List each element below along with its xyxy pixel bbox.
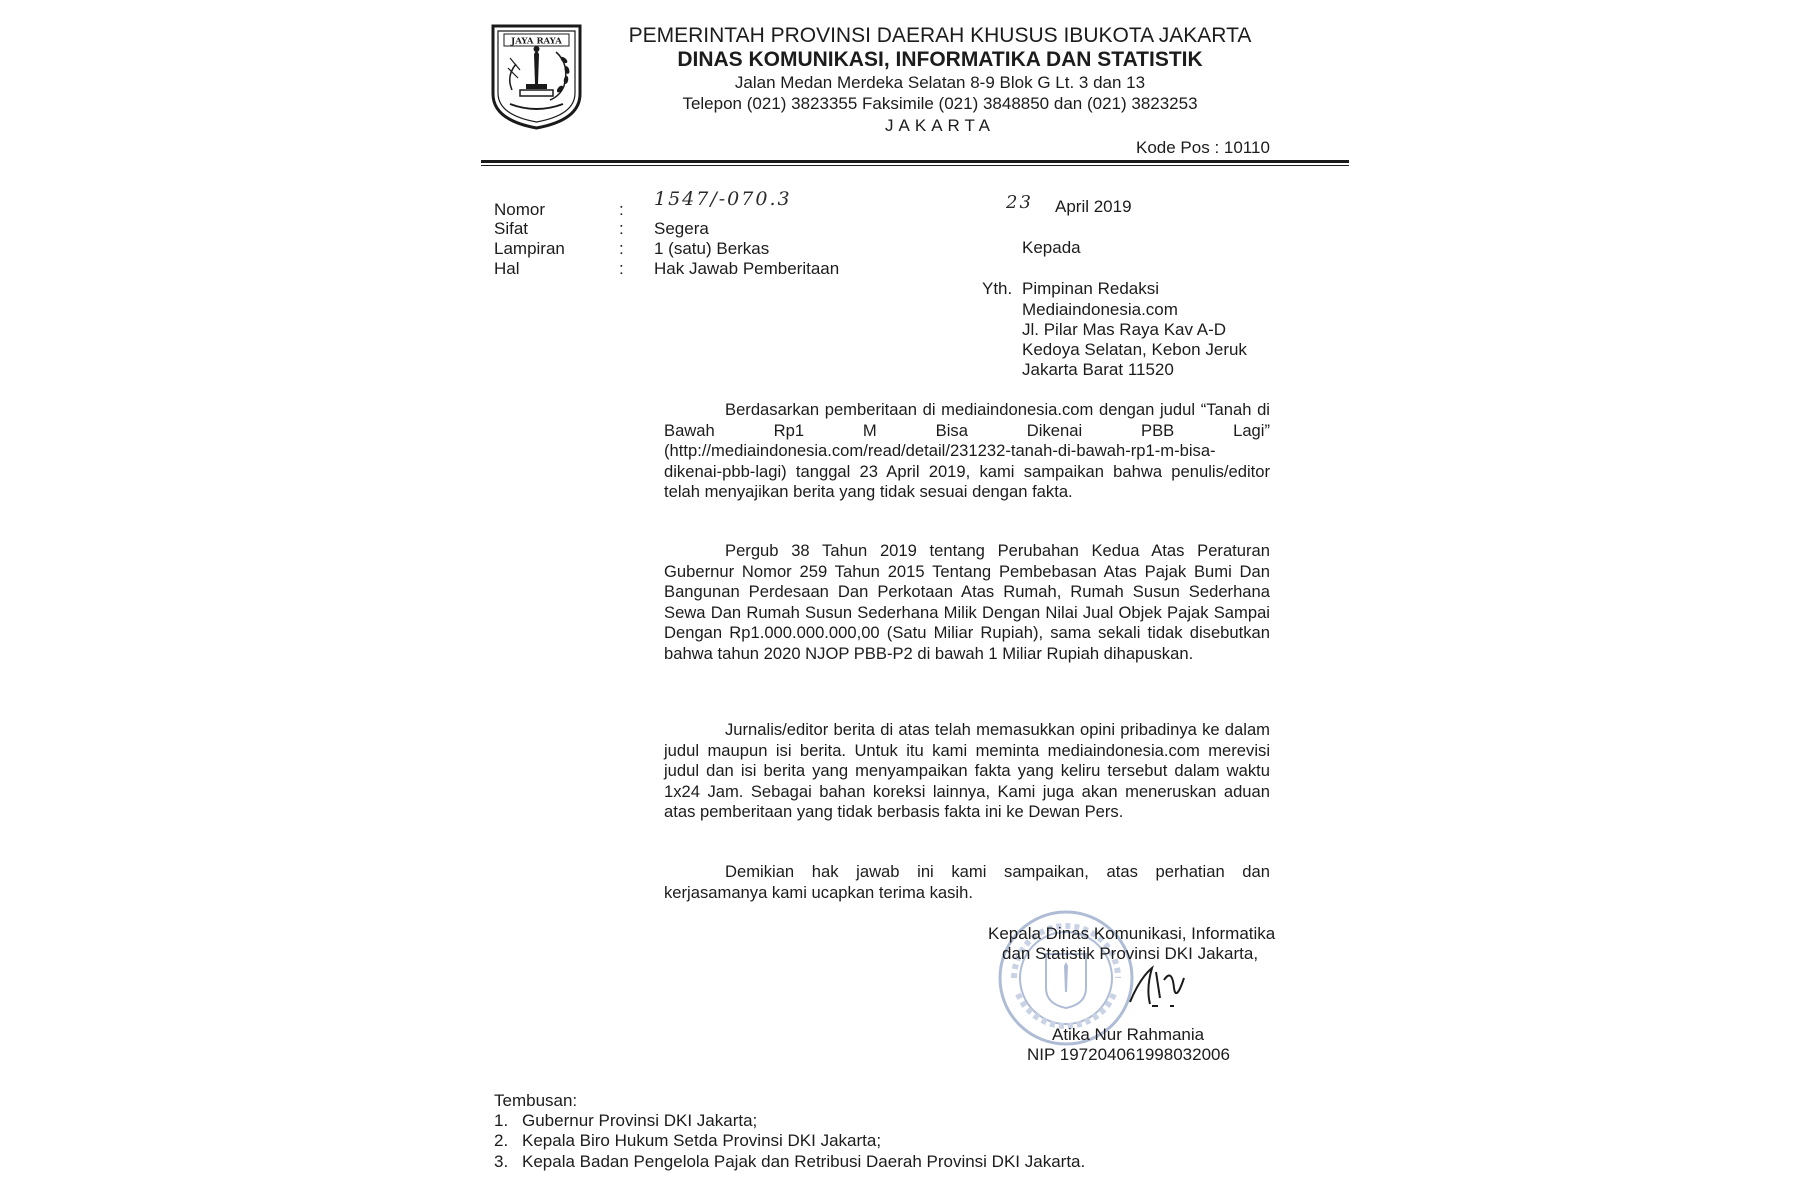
- letterhead-line-government: PEMERINTAH PROVINSI DAERAH KHUSUS IBUKOTA JAKARTA: [628, 24, 1252, 47]
- meta-sep: :: [619, 200, 624, 219]
- recipient-line: Jakarta Barat 11520: [1022, 360, 1174, 379]
- tembusan-heading: Tembusan:: [494, 1091, 578, 1110]
- tembusan-item-text: Gubernur Provinsi DKI Jakarta;: [522, 1111, 758, 1130]
- recipient-line: Kedoya Selatan, Kebon Jeruk: [1022, 340, 1247, 359]
- signatory-name: Atika Nur Rahmania: [1052, 1025, 1205, 1044]
- meta-value-hal: Hak Jawab Pemberitaan: [654, 259, 840, 278]
- postal-code: Kode Pos : 10110: [1136, 138, 1270, 157]
- tembusan-item-text: Kepala Badan Pengelola Pajak dan Retribusi Daerah Provinsi DKI Jakarta.: [522, 1152, 1086, 1171]
- meta-value-nomor-handwritten: 1547/-070.3: [654, 188, 792, 210]
- body-paragraph-1: Berdasarkan pemberitaan di mediaindonesia.com dengan judul “Tanah di Bawah Rp1 M Bisa Dikenai PBB Lagi” (http://mediaindonesia.com/read/detail/231232-tanah-di-bawah-rp1-m-bisa-dikenai-pbb-lagi) tanggal 23 April 2019, kami sampaikan bahwa penulis/editor telah menyajikan berita yang tidak sesuai dengan fakta.: [664, 400, 1270, 501]
- letterhead-line-phone: Telepon (021) 3823355 Faksimile (021) 3848850 dan (021) 3823253: [682, 94, 1198, 113]
- jakarta-emblem-logo: [490, 24, 583, 130]
- recipient-kepada: Kepada: [1022, 238, 1081, 257]
- meta-value-sifat: Segera: [654, 219, 709, 238]
- signatory-nip: NIP 197204061998032006: [1027, 1045, 1230, 1064]
- meta-label-nomor: Nomor: [494, 200, 546, 219]
- signatory-title-line-1: Kepala Dinas Komunikasi, Informatika: [988, 924, 1276, 943]
- tembusan-item-text: Kepala Biro Hukum Setda Provinsi DKI Jakarta;: [522, 1131, 882, 1150]
- tembusan-item-number: 2.: [494, 1131, 509, 1150]
- recipient-line: Mediaindonesia.com: [1022, 300, 1178, 319]
- signatory-title-line-2: dan Statistik Provinsi DKI Jakarta,: [1002, 944, 1259, 963]
- meta-label-lampiran: Lampiran: [494, 239, 565, 258]
- recipient-line: Jl. Pilar Mas Raya Kav A-D: [1022, 320, 1227, 339]
- tembusan-item-number: 3.: [494, 1152, 509, 1171]
- svg-text:JAYA RAYA: JAYA RAYA: [511, 36, 562, 47]
- letterhead-line-agency: DINAS KOMUNIKASI, INFORMATIKA DAN STATISTIK: [677, 48, 1203, 71]
- signature-mark: [1122, 958, 1202, 1010]
- letter-date-day-handwritten: 23: [1006, 192, 1033, 213]
- letter-date-month-year: April 2019: [1055, 197, 1132, 216]
- letterhead-divider-thick: [481, 160, 1349, 163]
- letterhead-divider-thin: [481, 165, 1349, 166]
- meta-label-sifat: Sifat: [494, 219, 529, 238]
- meta-label-hal: Hal: [494, 259, 520, 278]
- meta-sep: :: [619, 259, 624, 278]
- meta-sep: :: [619, 239, 624, 258]
- letterhead-line-address: Jalan Medan Merdeka Selatan 8-9 Blok G Lt. 3 dan 13: [734, 73, 1146, 92]
- letterhead-line-city: JAKARTA: [885, 116, 995, 135]
- body-paragraph-3: Jurnalis/editor berita di atas telah memasukkan opini pribadinya ke dalam judul maupun isi berita. Untuk itu kami meminta mediaindonesia.com merevisi judul dan isi berita yang menyampaikan fakta yang keliru tersebut dalam waktu 1x24 Jam. Sebagai bahan koreksi lainnya, Kami juga akan meneruskan aduan atas pemberitaan yang tidak berbasis fakta ini ke Dewan Pers.: [664, 720, 1270, 821]
- tembusan-item-number: 1.: [494, 1111, 509, 1130]
- body-paragraph-4: Demikian hak jawab ini kami sampaikan, atas perhatian dan kerjasamanya kami ucapkan terima kasih.: [664, 862, 1270, 902]
- meta-sep: :: [619, 219, 624, 238]
- body-paragraph-2: Pergub 38 Tahun 2019 tentang Perubahan Kedua Atas Peraturan Gubernur Nomor 259 Tahun 2015 Tentang Pembebasan Atas Pajak Bumi Dan Bangunan Perdesaan Dan Perkotaan Atas Rumah, Rumah Susun Sederhana Sewa Dan Rumah Susun Sederhana Milik Dengan Nilai Jual Objek Pajak Sampai Dengan Rp1.000.000.000,00 (Satu Miliar Rupiah), sama sekali tidak disebutkan bahwa tahun 2020 NJOP PBB-P2 di bawah 1 Miliar Rupiah dihapuskan.: [664, 541, 1270, 663]
- recipient-yth: Yth.: [982, 279, 1013, 298]
- meta-value-lampiran: 1 (satu) Berkas: [654, 239, 770, 258]
- recipient-line: Pimpinan Redaksi: [1022, 279, 1160, 298]
